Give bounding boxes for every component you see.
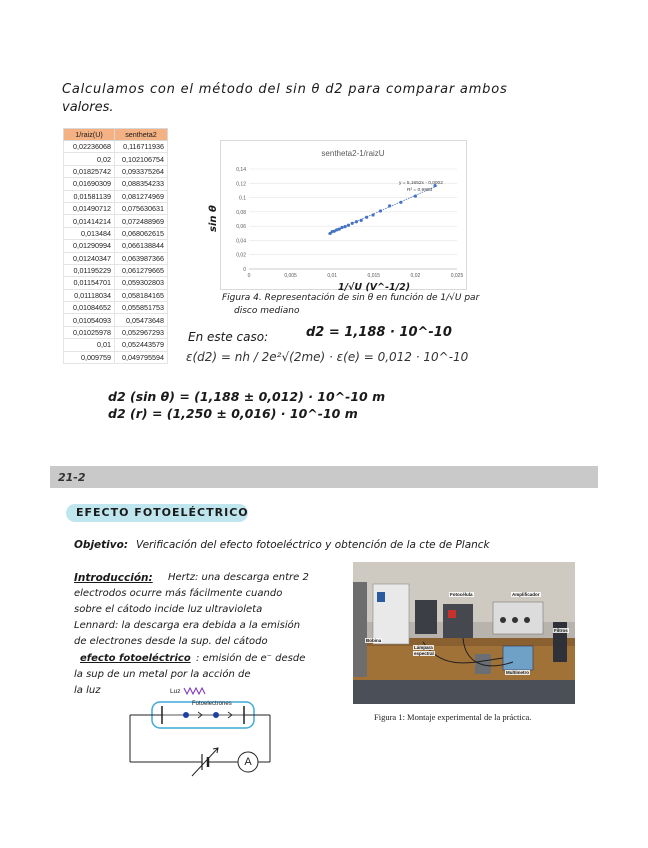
table-cell-sentheta2: 0,072488969 <box>115 215 168 227</box>
data-point <box>351 222 354 225</box>
table-cell-sentheta2: 0,088354233 <box>115 178 168 190</box>
intro-paragraph-2: electrodos ocurre más fácilmente cuando <box>74 588 283 599</box>
table-row <box>64 227 168 239</box>
table-row <box>64 351 168 363</box>
table-cell-sentheta2: 0,061279665 <box>115 264 168 276</box>
table-cell-sentheta2: 0,052967293 <box>115 326 168 338</box>
data-point <box>371 213 374 216</box>
table-cell-inv-sqrt-u: 0,01581139 <box>64 190 115 202</box>
table-cell-inv-sqrt-u: 0,02236068 <box>64 141 115 153</box>
table-header-col1: 1/raiz(U) <box>64 129 115 141</box>
chart-frame <box>220 140 467 290</box>
table-cell-sentheta2: 0,055851753 <box>115 302 168 314</box>
y-tick-label: 0,02 <box>236 252 246 259</box>
objective-label: Objetivo: <box>74 539 129 551</box>
data-point <box>340 226 343 229</box>
table-cell-inv-sqrt-u: 0,013484 <box>64 227 115 239</box>
table-cell-sentheta2: 0,102106754 <box>115 153 168 165</box>
table-cell-inv-sqrt-u: 0,01825742 <box>64 165 115 177</box>
x-tick-label: 0 <box>247 273 251 279</box>
chart-title: sentheta2-1/raizU <box>321 149 385 158</box>
table-cell-sentheta2: 0,052443579 <box>115 339 168 351</box>
table-body <box>64 141 168 364</box>
table-row <box>64 240 168 252</box>
photoelectrons-label: Fotoelectrones <box>192 701 232 707</box>
effect-label: efecto fotoeléctrico <box>80 653 191 664</box>
table-cell-sentheta2: 0,068062615 <box>115 227 168 239</box>
x-tick-label: 0,015 <box>367 273 381 279</box>
table-cell-sentheta2: 0,058184165 <box>115 289 168 301</box>
intro-line-1: Calculamos con el método del sin θ d2 para comparar ambos <box>62 82 508 97</box>
table-row <box>64 190 168 202</box>
photo-label-bobina: Bobina <box>366 638 382 643</box>
light-wave <box>184 688 205 694</box>
data-point <box>343 225 346 228</box>
intro-paragraph-1: Hertz: una descarga entre 2 <box>168 572 309 583</box>
chart-y-label: sin θ <box>208 205 219 232</box>
light-label: Luz <box>170 688 181 695</box>
photo-label-lampara-1: Lámpara <box>414 645 433 650</box>
x-tick-label: 0,02 <box>410 273 421 279</box>
table-cell-inv-sqrt-u: 0,01690309 <box>64 178 115 190</box>
table-row <box>64 252 168 264</box>
setup-photo-drawing <box>353 562 575 704</box>
table-row <box>64 178 168 190</box>
table-row <box>64 302 168 314</box>
ammeter-label: A <box>244 756 252 768</box>
effect-definition-2: la sup de un metal por la acción de <box>74 669 251 680</box>
table-row <box>64 202 168 214</box>
x-tick-label: 0,025 <box>450 273 464 279</box>
table-cell-sentheta2: 0,049795594 <box>115 351 168 363</box>
data-point <box>379 209 382 212</box>
table-header-col2: sentheta2 <box>115 129 168 141</box>
photo-label-multimetro: Multímetro <box>506 670 529 675</box>
table-cell-inv-sqrt-u: 0,02 <box>64 153 115 165</box>
table-row <box>64 339 168 351</box>
table-cell-sentheta2: 0,066138844 <box>115 240 168 252</box>
table-row <box>64 264 168 276</box>
effect-definition-1: : emisión de e⁻ desde <box>196 653 306 664</box>
x-tick-label: 0,005 <box>284 273 297 279</box>
data-point <box>414 194 417 197</box>
electron-1 <box>183 712 189 718</box>
case-label: En este caso: <box>188 330 269 344</box>
table-row <box>64 289 168 301</box>
photo-label-amplificador: Amplificador <box>512 592 540 597</box>
y-tick-label: 0,08 <box>236 209 246 216</box>
table-cell-sentheta2: 0,05473648 <box>115 314 168 326</box>
setup-photo <box>353 562 575 704</box>
chart-x-label: 1/√U (V^-1/2) <box>338 282 411 293</box>
table-cell-inv-sqrt-u: 0,01154701 <box>64 277 115 289</box>
data-point <box>347 224 350 227</box>
table-row <box>64 141 168 153</box>
photo-label-fotocelula: Fotocélula <box>450 592 473 597</box>
intro-paragraph-5: de electrones desde la sup. del cátodo <box>74 636 268 647</box>
trendline-r-squared: R² = 0,9983 <box>407 188 433 193</box>
data-table <box>63 128 168 364</box>
table-cell-sentheta2: 0,063987366 <box>115 252 168 264</box>
section-title: EFECTO FOTOELÉCTRICO <box>76 506 249 519</box>
table-cell-sentheta2: 0,081274969 <box>115 190 168 202</box>
trendline-equation: y = 5,1652x - 0,0002 <box>399 181 443 186</box>
introduction-label: Introducción: <box>74 572 153 584</box>
table-row <box>64 165 168 177</box>
table-cell-inv-sqrt-u: 0,01290994 <box>64 240 115 252</box>
table-cell-inv-sqrt-u: 0,01118034 <box>64 289 115 301</box>
table-cell-inv-sqrt-u: 0,01025978 <box>64 326 115 338</box>
result-sin: d2 (sin θ) = (1,188 ± 0,012) · 10^-10 m <box>108 389 386 404</box>
y-tick-label: 0,12 <box>236 181 246 188</box>
effect-definition-3: la luz <box>74 685 101 696</box>
table-cell-sentheta2: 0,075630631 <box>115 202 168 214</box>
y-tick-label: 0,04 <box>236 238 246 245</box>
data-point <box>329 232 332 235</box>
table-row <box>64 153 168 165</box>
intro-line-2: valores. <box>62 100 114 115</box>
y-tick-label: 0,1 <box>239 195 246 202</box>
date-band <box>50 466 598 488</box>
date-label: 21-2 <box>58 471 86 484</box>
objective-text: Verificación del efecto fotoeléctrico y obtención de la cte de Planck <box>136 539 490 551</box>
table-cell-inv-sqrt-u: 0,01084652 <box>64 302 115 314</box>
table-cell-inv-sqrt-u: 0,01414214 <box>64 215 115 227</box>
data-point <box>399 201 402 204</box>
scatter-chart <box>221 141 466 289</box>
table-cell-inv-sqrt-u: 0,01054093 <box>64 314 115 326</box>
y-tick-label: 0 <box>243 267 246 273</box>
circuit-diagram <box>120 684 280 784</box>
result-r: d2 (r) = (1,250 ± 0,016) · 10^-10 m <box>108 406 358 421</box>
table-cell-inv-sqrt-u: 0,009759 <box>64 351 115 363</box>
electron-2 <box>213 712 219 718</box>
d2-value: d2 = 1,188 · 10^-10 <box>306 325 452 340</box>
figure-4-caption-line-2: disco mediano <box>234 306 300 316</box>
table-row <box>64 314 168 326</box>
table-cell-inv-sqrt-u: 0,01240347 <box>64 252 115 264</box>
table-row <box>64 326 168 338</box>
data-point <box>360 219 363 222</box>
table-cell-inv-sqrt-u: 0,01490712 <box>64 202 115 214</box>
table-row <box>64 215 168 227</box>
error-formula: ε(d2) = nh / 2e²√(2me) · ε(e) = 0,012 · 10^-10 <box>186 350 469 364</box>
table-cell-sentheta2: 0,059302803 <box>115 277 168 289</box>
y-tick-label: 0,14 <box>236 167 246 173</box>
data-point <box>365 216 368 219</box>
table-cell-inv-sqrt-u: 0,01195229 <box>64 264 115 276</box>
x-tick-label: 0,01 <box>327 273 338 279</box>
table-row <box>64 277 168 289</box>
table-cell-inv-sqrt-u: 0,01 <box>64 339 115 351</box>
y-tick-label: 0,06 <box>236 224 246 231</box>
figure-1-caption: Figura 1: Montaje experimental de la práctica. <box>374 712 532 722</box>
intro-paragraph-3: sobre el cátodo incide luz ultravioleta <box>74 604 263 615</box>
photo-label-filtros: Filtros <box>554 628 568 633</box>
table-cell-sentheta2: 0,116711936 <box>115 141 168 153</box>
photo-label-lampara-2: espectral <box>414 651 434 656</box>
data-point <box>388 204 391 207</box>
figure-4-caption-line-1: Figura 4. Representación de sin θ en función de 1/√U par <box>222 293 480 303</box>
intro-paragraph-4: Lennard: la descarga era debida a la emisión <box>74 620 301 631</box>
data-point <box>355 220 358 223</box>
table-cell-sentheta2: 0,093375264 <box>115 165 168 177</box>
